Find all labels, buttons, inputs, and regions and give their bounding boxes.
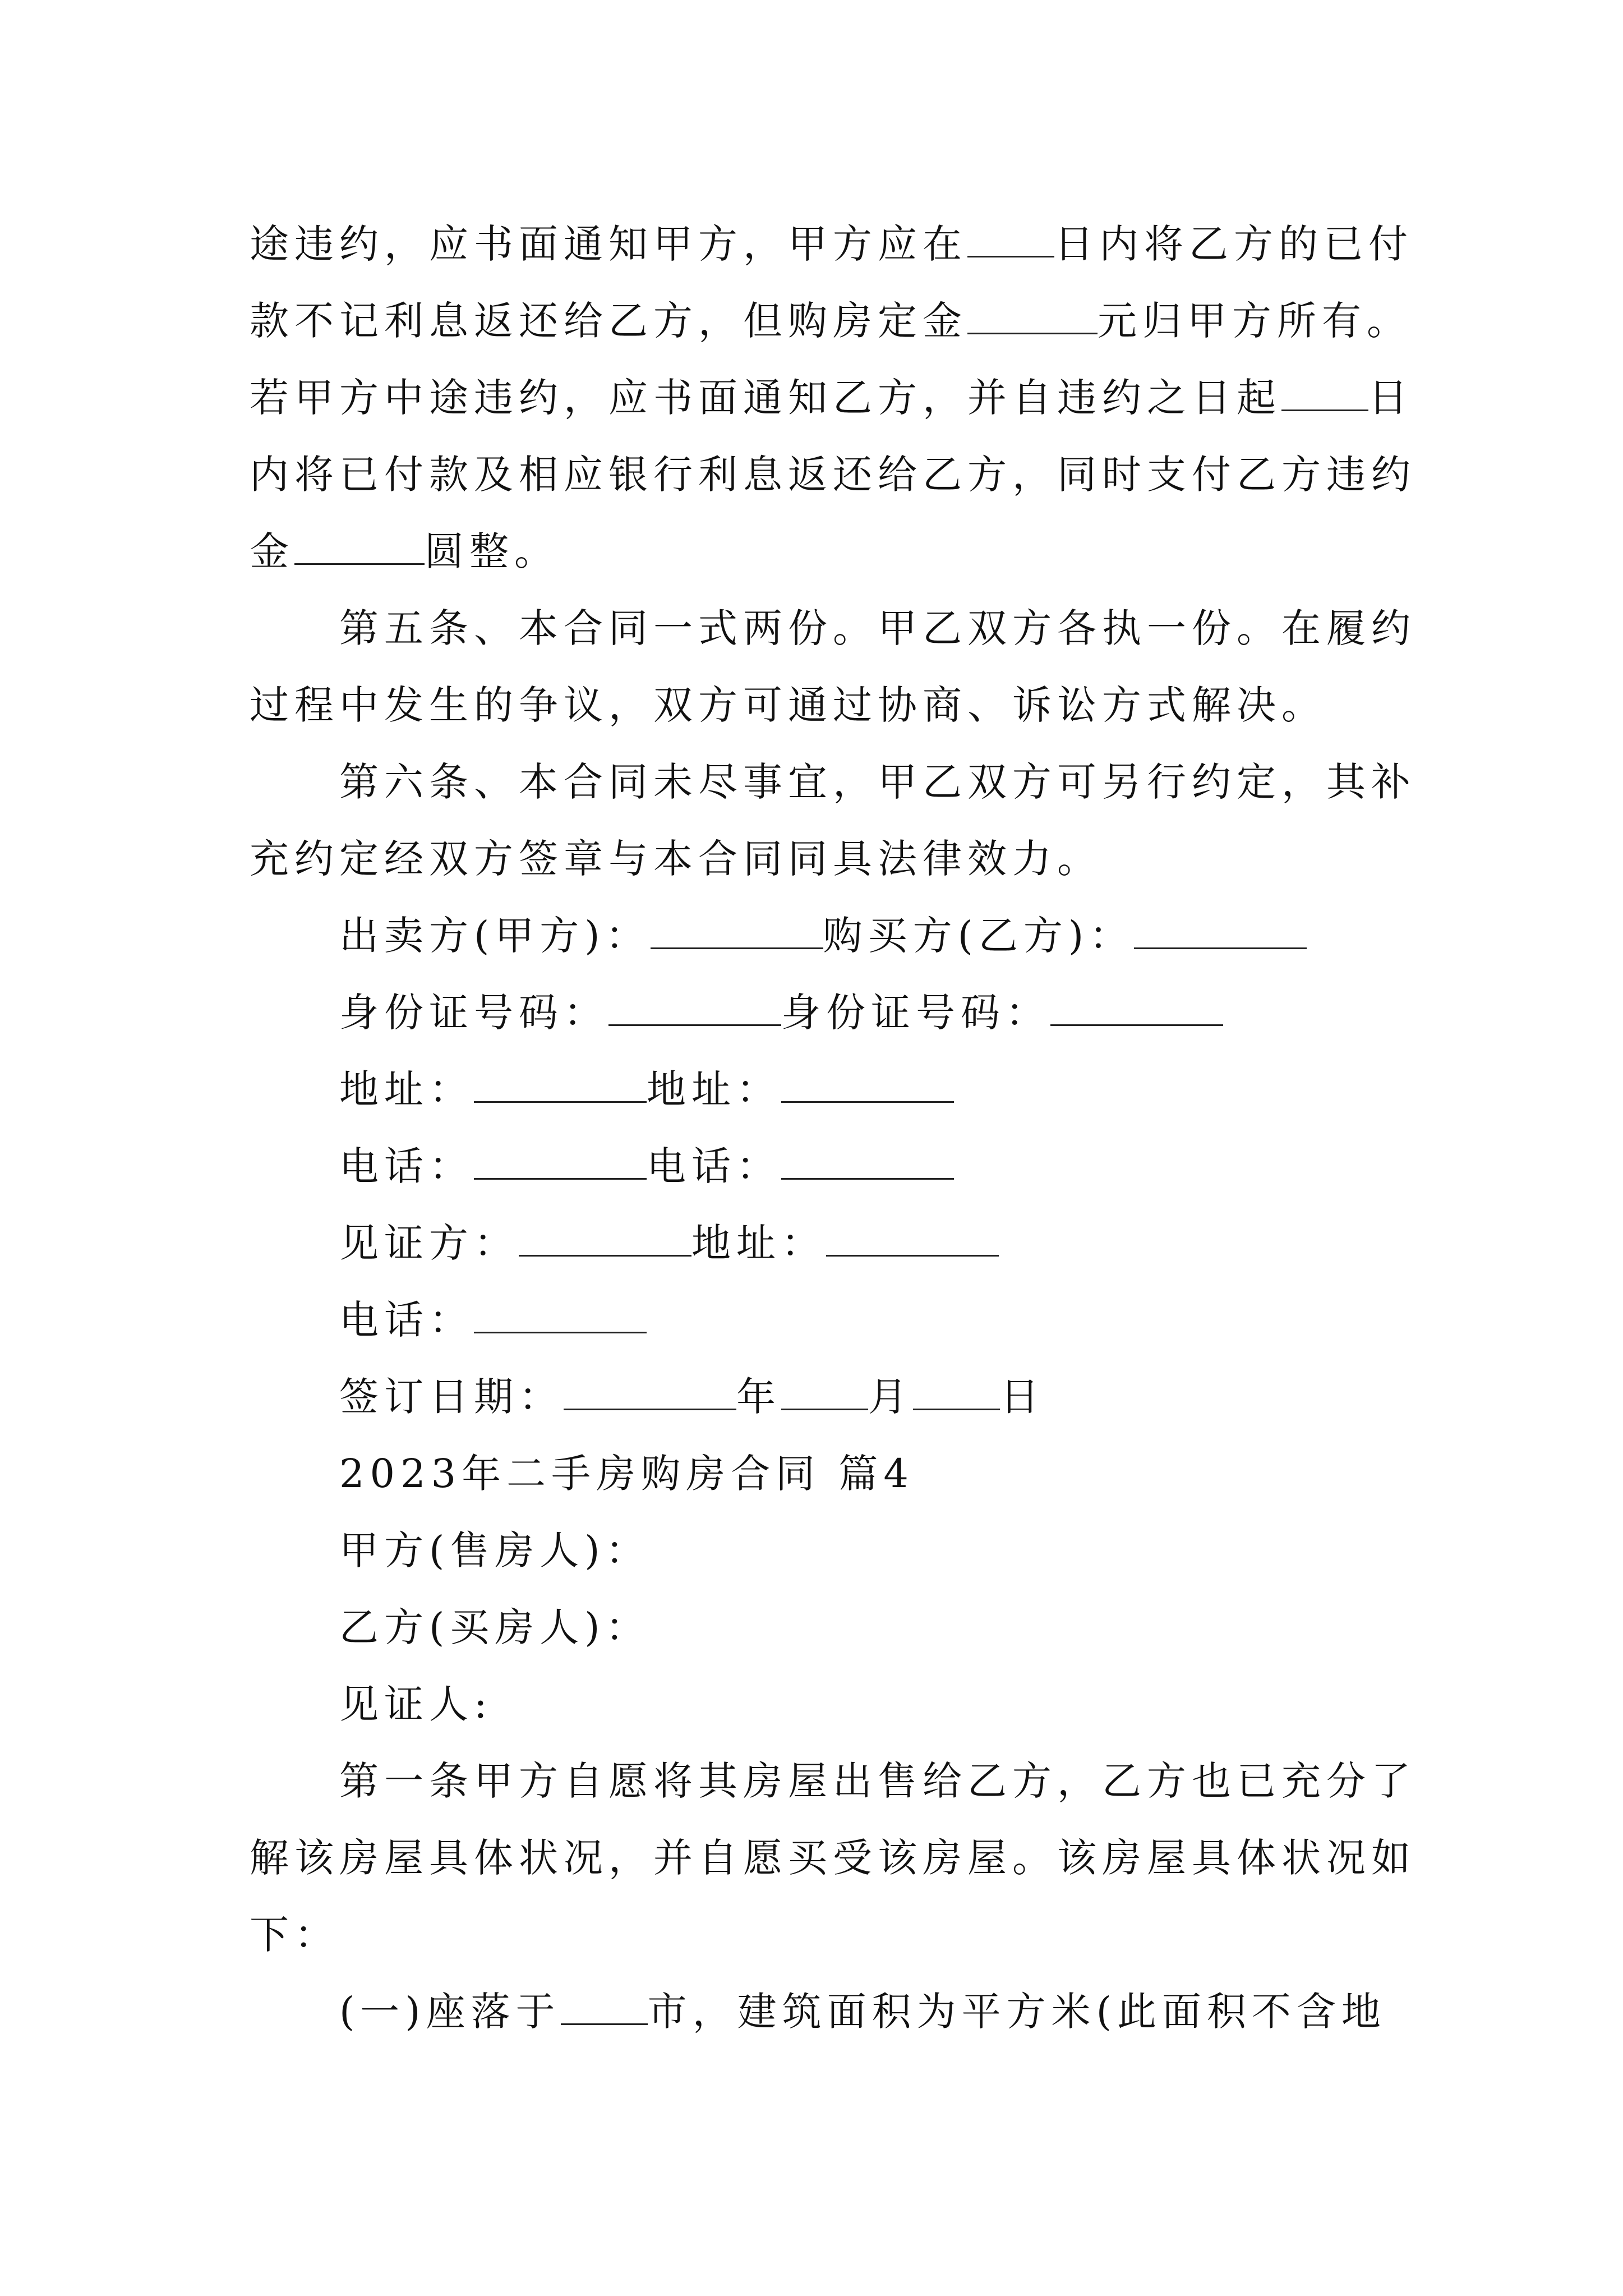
party-line-seller: 甲方(售房人)： — [339, 1527, 651, 1573]
text-line: 金 圆整。 — [250, 528, 559, 574]
paragraph-line: (一)座落于 市，建筑面积为平方米(此面积不含地 — [339, 1989, 1386, 2035]
signature-line-phone: 电话： 电话： — [339, 1127, 1478, 1205]
text-line: 途违约，应书面通知甲方，甲方应在 日内将乙方的已付 — [250, 221, 1413, 267]
paragraph-line: 第一条甲方自愿将其房屋出售给乙方，乙方也已充分了 — [339, 1758, 1416, 1804]
text-line: 若甲方中途违约，应书面通知乙方，并自违约之日起 日 — [250, 375, 1413, 421]
paragraph-line: 第五条、本合同一式两份。甲乙双方各执一份。在履约 — [339, 605, 1416, 651]
paragraph-line: 第六条、本合同未尽事宜，甲乙双方可另行约定，其补 — [339, 759, 1416, 805]
signature-line-id: 身份证号码： 身份证号码： — [339, 973, 1478, 1052]
text-line: 下： — [250, 1912, 339, 1958]
text-line: 内将已付款及相应银行利息返还给乙方，同时支付乙方违约 — [250, 452, 1416, 498]
party-line-buyer: 乙方(买房人)： — [339, 1604, 651, 1650]
signature-line-date: 签订日期： 年 月 日 — [339, 1374, 1045, 1420]
signature-line-witness-phone: 电话： — [339, 1281, 1478, 1359]
signature-line-address: 地址： 地址： — [339, 1050, 1478, 1129]
text-line: 解该房屋具体状况，并自愿买受该房屋。该房屋具体状况如 — [250, 1835, 1416, 1881]
text-line: 过程中发生的争议，双方可通过协商、诉讼方式解决。 — [250, 682, 1326, 728]
party-line-witness: 见证人: — [339, 1681, 493, 1727]
section-heading: 2023年二手房购房合同 篇4 — [339, 1451, 914, 1497]
text-line: 充约定经双方签章与本合同同具法律效力。 — [250, 836, 1102, 882]
text-line: 款不记利息返还给乙方，但购房定金 元归甲方所有。 — [250, 298, 1412, 344]
signature-line-parties: 出卖方(甲方)： 购买方(乙方)： — [339, 896, 1478, 975]
signature-line-witness: 见证方： 地址： — [339, 1204, 1478, 1282]
